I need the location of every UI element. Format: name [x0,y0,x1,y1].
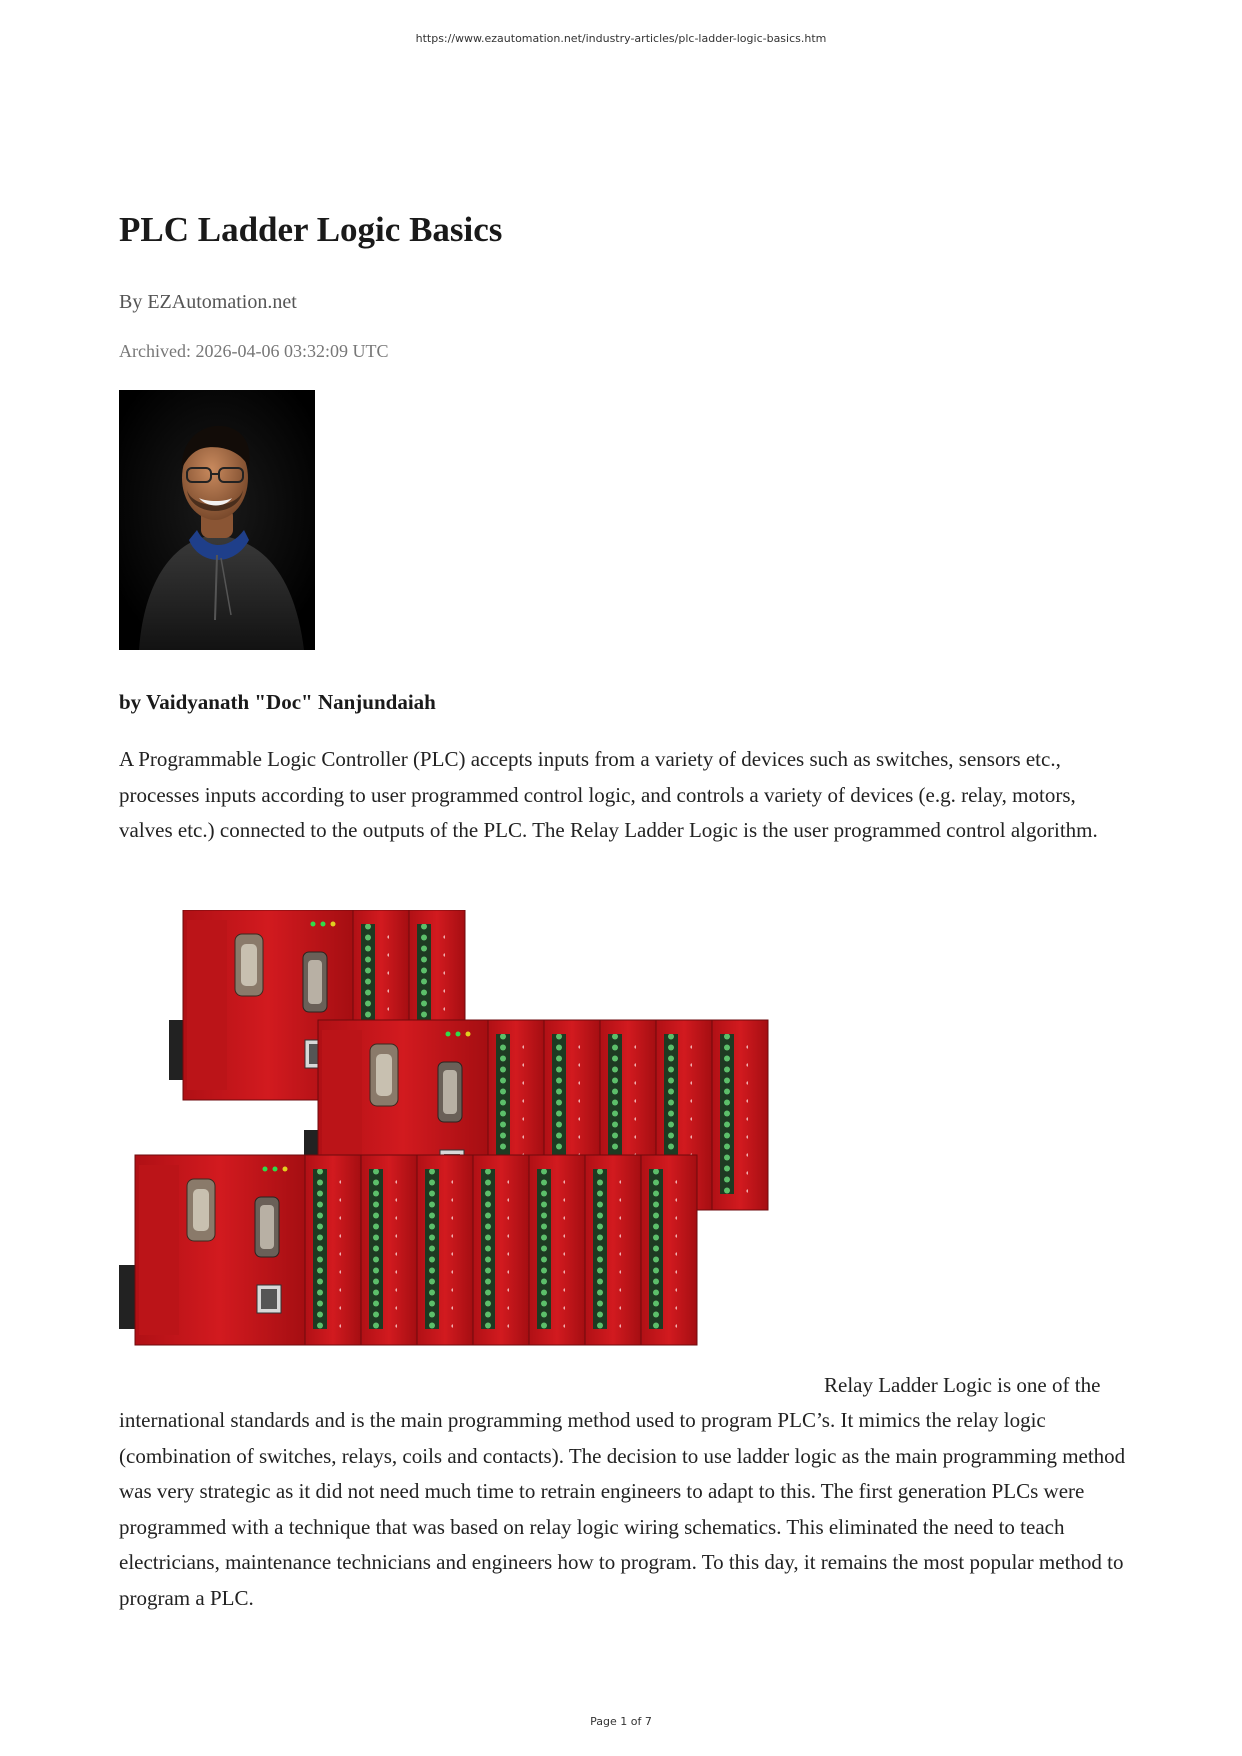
archived-timestamp: Archived: 2026-04-06 03:32:09 UTC [119,341,389,361]
byline: By EZAutomation.net [119,291,297,313]
intro-paragraph: A Programmable Logic Controller (PLC) accepts inputs from a variety of devices such as switches, sensors etc., processes inputs according to user programmed control logic, and controls a variety of devices (e.g. relay, motors, valves etc.) connected to the outputs of the PLC. The Relay Ladder Logic is the user programmed control algorithm. [119,747,1098,842]
plc-hardware-image [119,910,819,1385]
paragraph2-lead: Relay Ladder Logic is one of the [824,1373,1101,1397]
ladder-logic-paragraph: international standards and is the main programming method used to program PLC’s. It mimics the relay logic (combination of switches, relays, coils and contacts). The decision to use ladder logic as the main programming method was very strategic as it did not need much time to retrain engineers to adapt to this. The first generation PLCs were programmed with a technique that was based on relay logic wiring schematics. This eliminated the need to teach electricians, maintenance technicians and engineers how to program. To this day, it remains the most popular method to program a PLC. [119,1408,1126,1610]
author-portrait [119,390,315,650]
page-number: Page 1 of 7 [590,1715,652,1728]
page-url: https://www.ezautomation.net/industry-articles/plc-ladder-logic-basics.htm [415,32,827,45]
author-name: by Vaidyanath "Doc" Nanjundaiah [119,690,436,714]
page-title: PLC Ladder Logic Basics [119,210,503,249]
